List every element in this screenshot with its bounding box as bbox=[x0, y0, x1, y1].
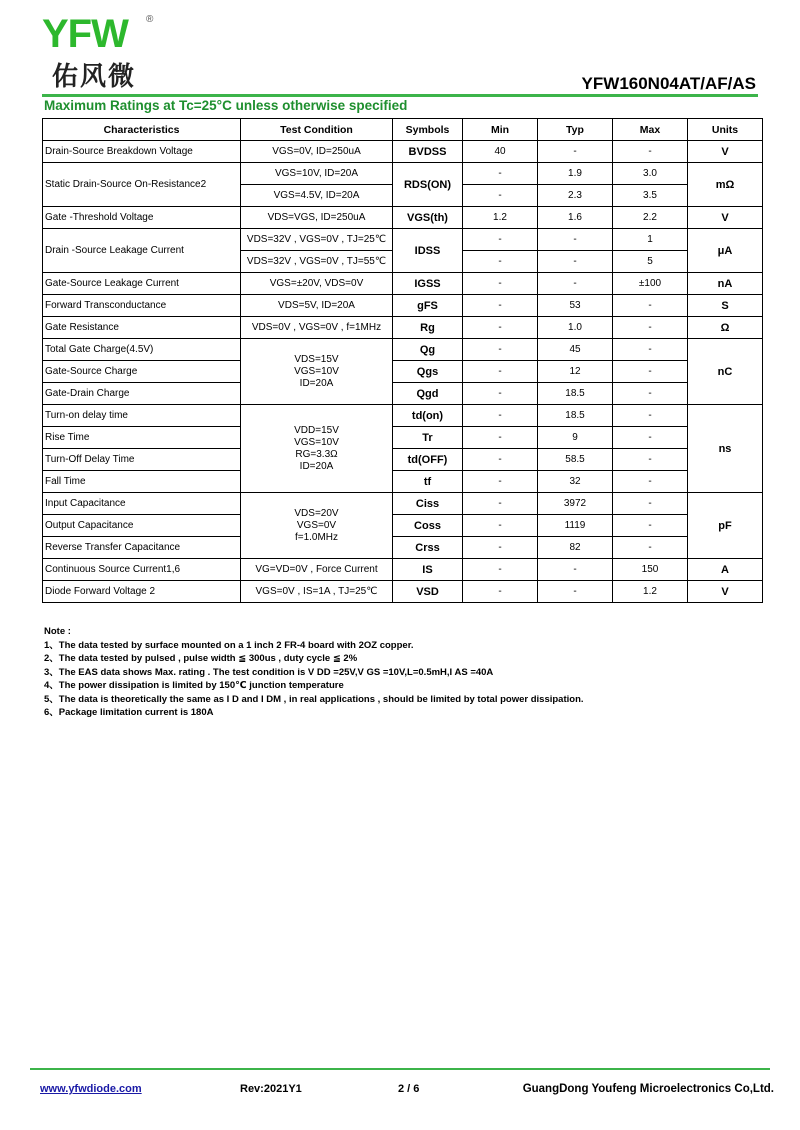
min-value: - bbox=[463, 185, 538, 207]
unit: S bbox=[688, 295, 763, 317]
symbol: BVDSS bbox=[393, 141, 463, 163]
symbol: Crss bbox=[393, 537, 463, 559]
characteristic: Fall Time bbox=[43, 471, 241, 493]
logo-letters: YFW bbox=[42, 12, 128, 56]
max-value: - bbox=[613, 449, 688, 471]
test-condition: VGS=4.5V, ID=20A bbox=[241, 185, 393, 207]
min-value: 1.2 bbox=[463, 207, 538, 229]
table-row bbox=[43, 537, 763, 559]
characteristic: Diode Forward Voltage 2 bbox=[43, 581, 241, 603]
typ-value: - bbox=[538, 141, 613, 163]
header-test-condition: Test Condition bbox=[241, 119, 393, 141]
test-condition: VGS=0V , IS=1A , TJ=25℃ bbox=[241, 581, 393, 603]
header-divider bbox=[42, 94, 758, 97]
max-value: - bbox=[613, 493, 688, 515]
table-row bbox=[43, 449, 763, 471]
typ-value: 1119 bbox=[538, 515, 613, 537]
typ-value: 18.5 bbox=[538, 405, 613, 427]
characteristic: Drain -Source Leakage Current bbox=[43, 229, 241, 273]
symbol: Qg bbox=[393, 339, 463, 361]
characteristic: Turn-on delay time bbox=[43, 405, 241, 427]
symbol: Qgs bbox=[393, 361, 463, 383]
characteristic: Gate -Threshold Voltage bbox=[43, 207, 241, 229]
test-condition: VDS=32V , VGS=0V , TJ=55℃ bbox=[241, 251, 393, 273]
typ-value: - bbox=[538, 273, 613, 295]
max-value: 150 bbox=[613, 559, 688, 581]
typ-value: 1.0 bbox=[538, 317, 613, 339]
table-row bbox=[43, 493, 763, 515]
typ-value: - bbox=[538, 251, 613, 273]
header-min: Min bbox=[463, 119, 538, 141]
max-value: - bbox=[613, 515, 688, 537]
header-typ: Typ bbox=[538, 119, 613, 141]
condition-line: ID=20A bbox=[299, 460, 334, 472]
symbol: Qgd bbox=[393, 383, 463, 405]
max-value: 1.2 bbox=[613, 581, 688, 603]
typ-value: 9 bbox=[538, 427, 613, 449]
notes-section bbox=[44, 625, 584, 720]
symbol: IGSS bbox=[393, 273, 463, 295]
typ-value: 1.9 bbox=[538, 163, 613, 185]
condition-line: ID=20A bbox=[299, 377, 334, 389]
max-value: 1 bbox=[613, 229, 688, 251]
characteristic: Turn-Off Delay Time bbox=[43, 449, 241, 471]
max-value: - bbox=[613, 537, 688, 559]
typ-value: 12 bbox=[538, 361, 613, 383]
note-item: 2、The data tested by pulsed , pulse width ≦ 300us , duty cycle ≦ 2% bbox=[44, 653, 358, 664]
max-value: 3.0 bbox=[613, 163, 688, 185]
symbol: gFS bbox=[393, 295, 463, 317]
notes-title: Note : bbox=[44, 626, 71, 637]
max-value: 5 bbox=[613, 251, 688, 273]
condition-line: VGS=10V bbox=[294, 365, 339, 377]
min-value: - bbox=[463, 361, 538, 383]
table-row bbox=[43, 295, 763, 317]
unit: nA bbox=[688, 273, 763, 295]
unit: nC bbox=[688, 339, 763, 405]
table-row bbox=[43, 273, 763, 295]
test-condition bbox=[241, 493, 393, 559]
min-value: - bbox=[463, 449, 538, 471]
max-value: 2.2 bbox=[613, 207, 688, 229]
header-symbols: Symbols bbox=[393, 119, 463, 141]
characteristic: Output Capacitance bbox=[43, 515, 241, 537]
table-row bbox=[43, 317, 763, 339]
note-item: 6、Package limitation current is 180A bbox=[44, 707, 214, 718]
unit: V bbox=[688, 141, 763, 163]
max-value: ±100 bbox=[613, 273, 688, 295]
note-item: 1、The data tested by surface mounted on a 1 inch 2 FR-4 board with 2OZ copper. bbox=[44, 639, 414, 651]
min-value: - bbox=[463, 427, 538, 449]
table-row bbox=[43, 427, 763, 449]
test-condition: VGS=±20V, VDS=0V bbox=[241, 273, 393, 295]
characteristic: Gate-Source Leakage Current bbox=[43, 273, 241, 295]
unit: Ω bbox=[688, 317, 763, 339]
test-condition: VDS=5V, ID=20A bbox=[241, 295, 393, 317]
table-row bbox=[43, 581, 763, 603]
characteristic: Gate-Drain Charge bbox=[43, 383, 241, 405]
logo-chinese-name: 佑风微 bbox=[52, 62, 137, 92]
revision-label: Rev:2021Y1 bbox=[240, 1083, 302, 1095]
page-number: 2 / 6 bbox=[398, 1083, 420, 1095]
characteristic: Gate-Source Charge bbox=[43, 361, 241, 383]
condition-line: VDS=15V bbox=[294, 353, 339, 365]
unit: V bbox=[688, 207, 763, 229]
min-value: - bbox=[463, 493, 538, 515]
unit: ns bbox=[688, 405, 763, 493]
symbol: td(on) bbox=[393, 405, 463, 427]
typ-value: - bbox=[538, 229, 613, 251]
condition-line: VDD=15V bbox=[294, 424, 339, 436]
footer-divider bbox=[30, 1068, 770, 1070]
symbol: RDS(ON) bbox=[393, 163, 463, 207]
max-value: - bbox=[613, 361, 688, 383]
min-value: 40 bbox=[463, 141, 538, 163]
min-value: - bbox=[463, 471, 538, 493]
test-condition: VGS=0V, ID=250uA bbox=[241, 141, 393, 163]
max-value: - bbox=[613, 295, 688, 317]
typ-value: 45 bbox=[538, 339, 613, 361]
table-row bbox=[43, 229, 763, 251]
min-value: - bbox=[463, 163, 538, 185]
test-condition: VGS=10V, ID=20A bbox=[241, 163, 393, 185]
unit: V bbox=[688, 581, 763, 603]
characteristic: Gate Resistance bbox=[43, 317, 241, 339]
typ-value: 82 bbox=[538, 537, 613, 559]
max-value: - bbox=[613, 405, 688, 427]
max-value: - bbox=[613, 141, 688, 163]
symbol: Ciss bbox=[393, 493, 463, 515]
table-row bbox=[43, 141, 763, 163]
typ-value: 18.5 bbox=[538, 383, 613, 405]
max-value: - bbox=[613, 471, 688, 493]
min-value: - bbox=[463, 581, 538, 603]
test-condition: VDS=0V , VGS=0V , f=1MHz bbox=[241, 317, 393, 339]
header-units: Units bbox=[688, 119, 763, 141]
unit: mΩ bbox=[688, 163, 763, 207]
condition-line: RG=3.3Ω bbox=[295, 448, 338, 460]
min-value: - bbox=[463, 383, 538, 405]
symbol: Coss bbox=[393, 515, 463, 537]
typ-value: 2.3 bbox=[538, 185, 613, 207]
characteristic: Drain-Source Breakdown Voltage bbox=[43, 141, 241, 163]
symbol: IS bbox=[393, 559, 463, 581]
section-title: Maximum Ratings at Tc=25°C unless otherwise specified bbox=[44, 98, 408, 113]
test-condition bbox=[241, 405, 393, 493]
condition-line: VGS=10V bbox=[294, 436, 339, 448]
characteristic: Total Gate Charge(4.5V) bbox=[43, 339, 241, 361]
characteristic: Reverse Transfer Capacitance bbox=[43, 537, 241, 559]
max-value: 3.5 bbox=[613, 185, 688, 207]
condition-line: VDS=20V bbox=[294, 507, 339, 519]
symbol: tf bbox=[393, 471, 463, 493]
header-max: Max bbox=[613, 119, 688, 141]
table-row bbox=[43, 339, 763, 361]
unit: μA bbox=[688, 229, 763, 273]
min-value: - bbox=[463, 251, 538, 273]
min-value: - bbox=[463, 515, 538, 537]
max-value: - bbox=[613, 383, 688, 405]
min-value: - bbox=[463, 229, 538, 251]
unit: A bbox=[688, 559, 763, 581]
test-condition: VG=VD=0V , Force Current bbox=[241, 559, 393, 581]
note-item: 5、The data is theoretically the same as I D and I DM , in real applications , should be limited by total power dissipation. bbox=[44, 693, 584, 705]
table-row bbox=[43, 471, 763, 493]
table-row bbox=[43, 383, 763, 405]
table-row bbox=[43, 405, 763, 427]
typ-value: - bbox=[538, 581, 613, 603]
typ-value: 3972 bbox=[538, 493, 613, 515]
registered-mark: ® bbox=[146, 14, 154, 25]
symbol: td(OFF) bbox=[393, 449, 463, 471]
ratings-table bbox=[42, 118, 763, 603]
characteristic: Rise Time bbox=[43, 427, 241, 449]
company-name: GuangDong Youfeng Microelectronics Co,Ltd. bbox=[522, 1083, 774, 1095]
typ-value: - bbox=[538, 559, 613, 581]
table-row bbox=[43, 559, 763, 581]
test-condition bbox=[241, 339, 393, 405]
table-header-row bbox=[43, 119, 763, 141]
note-item: 4、The power dissipation is limited by 150℃ junction temperature bbox=[44, 680, 344, 691]
min-value: - bbox=[463, 405, 538, 427]
characteristic: Continuous Source Current1,6 bbox=[43, 559, 241, 581]
symbol: Rg bbox=[393, 317, 463, 339]
company-logo bbox=[42, 14, 162, 94]
symbol: IDSS bbox=[393, 229, 463, 273]
symbol: VGS(th) bbox=[393, 207, 463, 229]
min-value: - bbox=[463, 273, 538, 295]
max-value: - bbox=[613, 427, 688, 449]
characteristic: Input Capacitance bbox=[43, 493, 241, 515]
max-value: - bbox=[613, 339, 688, 361]
typ-value: 1.6 bbox=[538, 207, 613, 229]
min-value: - bbox=[463, 559, 538, 581]
condition-line: f=1.0MHz bbox=[294, 531, 339, 543]
table-row bbox=[43, 361, 763, 383]
typ-value: 32 bbox=[538, 471, 613, 493]
min-value: - bbox=[463, 317, 538, 339]
table-row bbox=[43, 207, 763, 229]
typ-value: 53 bbox=[538, 295, 613, 317]
test-condition: VDS=VGS, ID=250uA bbox=[241, 207, 393, 229]
table-row bbox=[43, 163, 763, 185]
symbol: VSD bbox=[393, 581, 463, 603]
test-condition: VDS=32V , VGS=0V , TJ=25℃ bbox=[241, 229, 393, 251]
unit: pF bbox=[688, 493, 763, 559]
header-characteristics: Characteristics bbox=[43, 119, 241, 141]
typ-value: 58.5 bbox=[538, 449, 613, 471]
characteristic: Static Drain-Source On-Resistance2 bbox=[43, 163, 241, 207]
condition-line: VGS=0V bbox=[296, 519, 337, 531]
min-value: - bbox=[463, 295, 538, 317]
table-row bbox=[43, 515, 763, 537]
part-number: YFW160N04AT/AF/AS bbox=[581, 74, 756, 93]
note-item: 3、The EAS data shows Max. rating . The test condition is V DD =25V,V GS =10V,L=0.5mH,I AS =40A bbox=[44, 666, 494, 678]
symbol: Tr bbox=[393, 427, 463, 449]
characteristic: Forward Transconductance bbox=[43, 295, 241, 317]
min-value: - bbox=[463, 537, 538, 559]
website-link[interactable]: www.yfwdiode.com bbox=[40, 1083, 142, 1095]
max-value: - bbox=[613, 317, 688, 339]
min-value: - bbox=[463, 339, 538, 361]
